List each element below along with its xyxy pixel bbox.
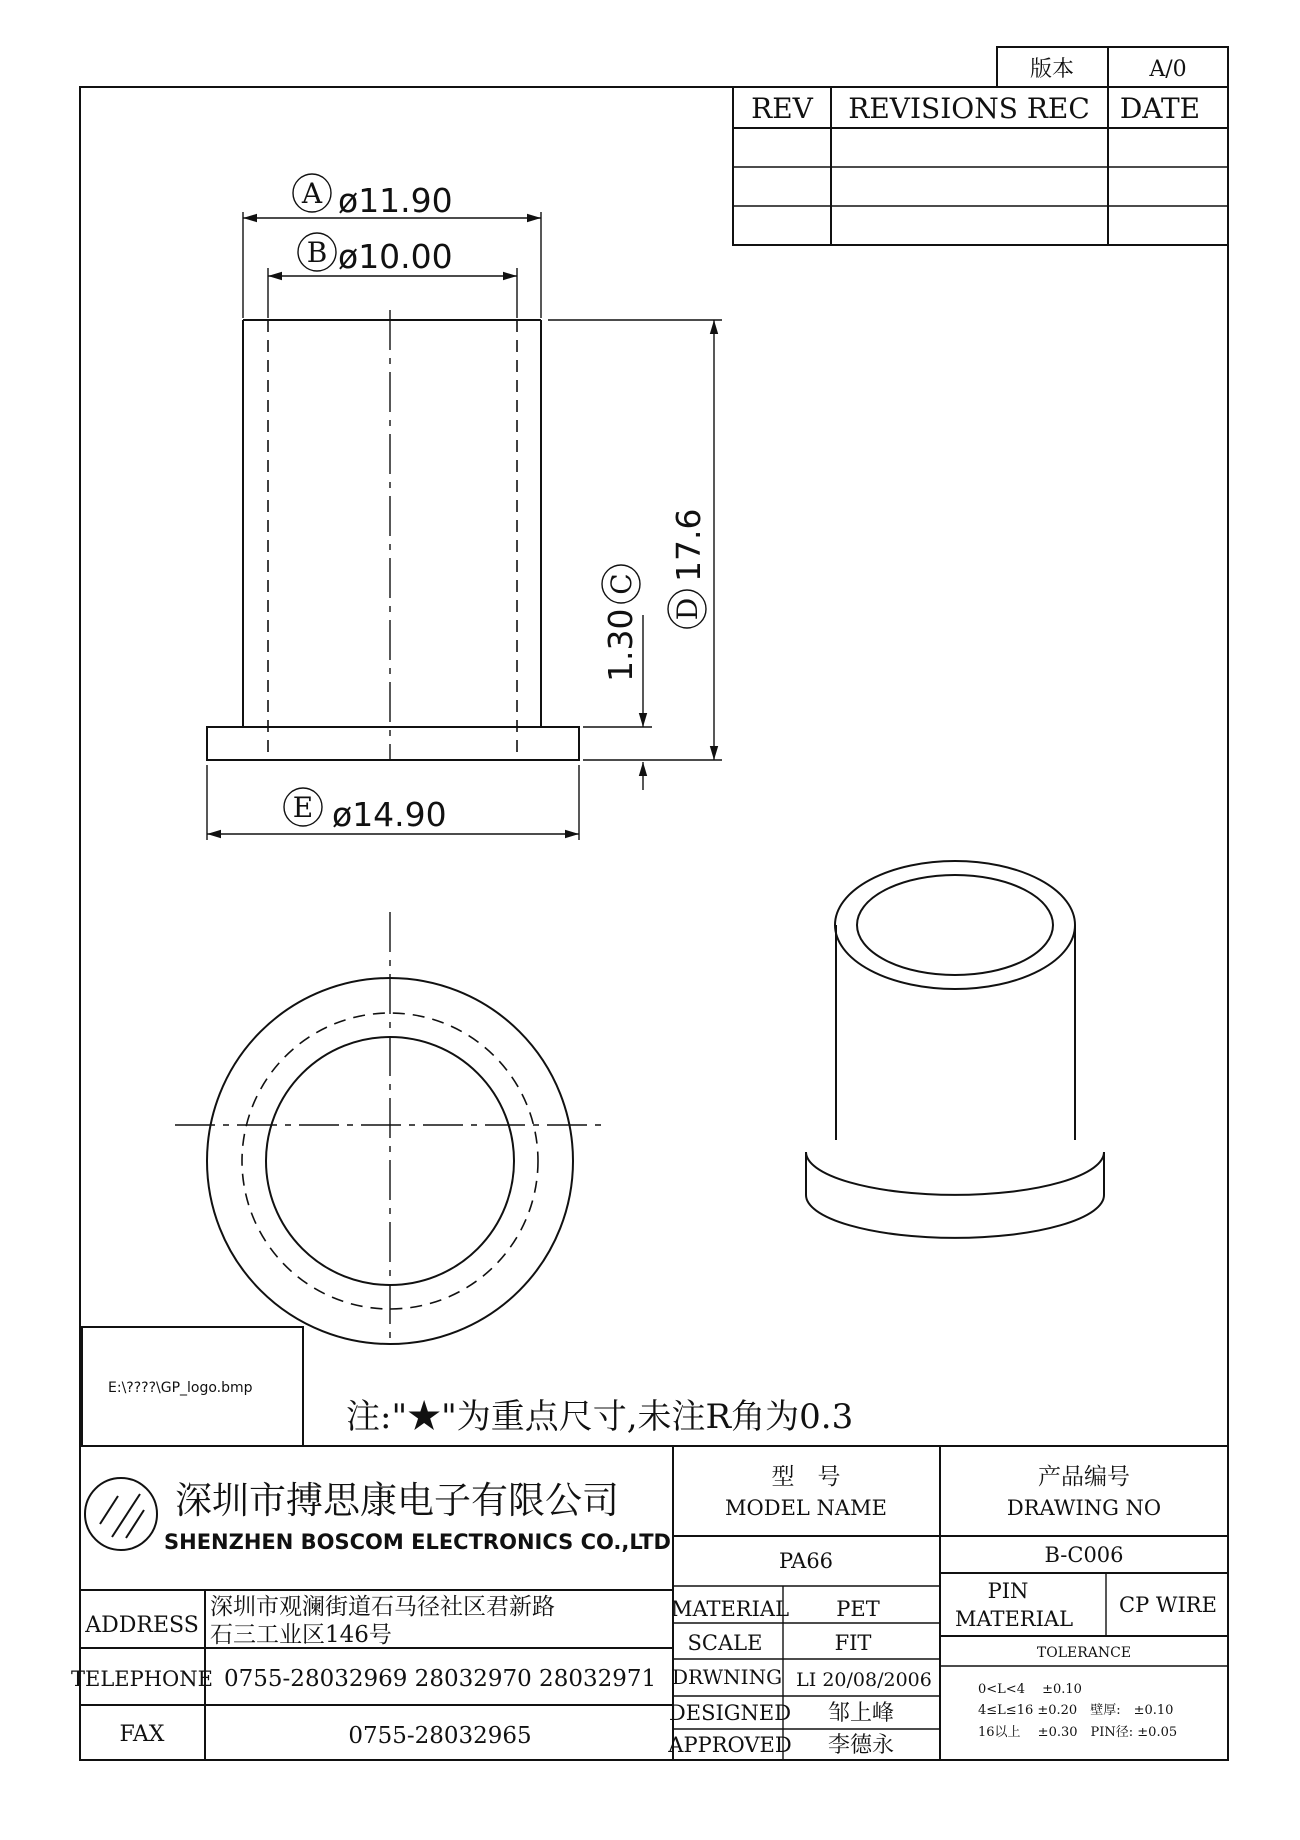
model-label-en: MODEL NAME (725, 1496, 887, 1520)
designed-label: DESIGNED (668, 1701, 792, 1725)
tolerance-title: TOLERANCE (1036, 1645, 1132, 1661)
dim-b-value: ø10.00 (338, 237, 453, 276)
dimension-d (548, 320, 722, 760)
address-label: ADDRESS (85, 1613, 199, 1638)
drawing-value: LI 20/08/2006 (796, 1669, 932, 1691)
dim-c-marker: C (605, 573, 638, 595)
version-value: A/0 (1149, 57, 1187, 82)
tolerance-row1: 0<L<4 ±0.10 (978, 1682, 1082, 1697)
dimension-c (583, 565, 652, 790)
dim-e-marker: E (292, 791, 314, 824)
dimension-b (268, 233, 517, 318)
logo-placeholder-box (82, 1327, 303, 1446)
approved-label: APPROVED (668, 1733, 792, 1757)
top-view (175, 912, 607, 1345)
dimension-e (207, 765, 579, 840)
pin-value: CP WIRE (1119, 1593, 1217, 1617)
fax-label: FAX (119, 1722, 165, 1747)
company-name-cn: 深圳市搏思康电子有限公司 (175, 1479, 619, 1522)
dim-b-marker: B (306, 236, 328, 269)
revision-table (733, 47, 1228, 245)
tolerance-row2: 4≤L≤16 ±0.20 壁厚: ±0.10 (978, 1703, 1174, 1718)
note-text: 注:"★"为重点尺寸,未注R角为0.3 (346, 1397, 854, 1437)
date-column-header: DATE (1119, 92, 1201, 125)
drawing-no-value: B-C006 (1044, 1543, 1124, 1567)
logo-placeholder-text: E:\????\GP_logo.bmp (108, 1380, 253, 1396)
model-label-cn: 型 号 (771, 1464, 841, 1490)
drawing-label: DRWNING (671, 1665, 783, 1689)
front-view (207, 310, 579, 760)
scale-label: SCALE (687, 1631, 763, 1655)
pin-label-line2: MATERIAL (954, 1607, 1074, 1631)
dim-e-value: ø14.90 (332, 795, 447, 834)
dim-d-value: 17.6 (669, 508, 708, 582)
telephone-label: TELEPHONE (71, 1667, 213, 1691)
approved-value: 李德永 (827, 1733, 895, 1758)
scale-value: FIT (834, 1631, 872, 1655)
designed-value: 邹上峰 (827, 1701, 895, 1726)
dim-d-marker: D (671, 597, 704, 621)
material-value: PET (836, 1597, 880, 1621)
dim-a-value: ø11.90 (338, 181, 453, 220)
isometric-view (806, 861, 1104, 1238)
material-label: MATERIAL (670, 1597, 790, 1621)
dim-a-marker: A (301, 177, 323, 210)
company-logo-icon (85, 1478, 157, 1550)
rev-column-header: REV (751, 92, 813, 125)
title-block (71, 1446, 1228, 1760)
pin-label-line1: PIN (987, 1579, 1029, 1603)
fax-value: 0755-28032965 (348, 1723, 532, 1749)
address-line2: 石三工业区146号 (210, 1622, 392, 1648)
address-line1: 深圳市观澜街道石马径社区君新路 (210, 1594, 555, 1620)
version-label: 版本 (1029, 57, 1075, 82)
telephone-value: 0755-28032969 28032970 28032971 (224, 1666, 657, 1692)
revisions-column-header: REVISIONS REC (848, 92, 1090, 125)
tolerance-row3: 16以上 ±0.30 PIN径: ±0.05 (978, 1725, 1178, 1740)
model-value: PA66 (778, 1549, 834, 1573)
drawing-no-label-en: DRAWING NO (1006, 1496, 1162, 1520)
drawing-no-label-cn: 产品编号 (1038, 1464, 1130, 1490)
company-name-en: SHENZHEN BOSCOM ELECTRONICS CO.,LTD (164, 1530, 671, 1554)
dim-c-value: 1.30 (601, 608, 640, 682)
